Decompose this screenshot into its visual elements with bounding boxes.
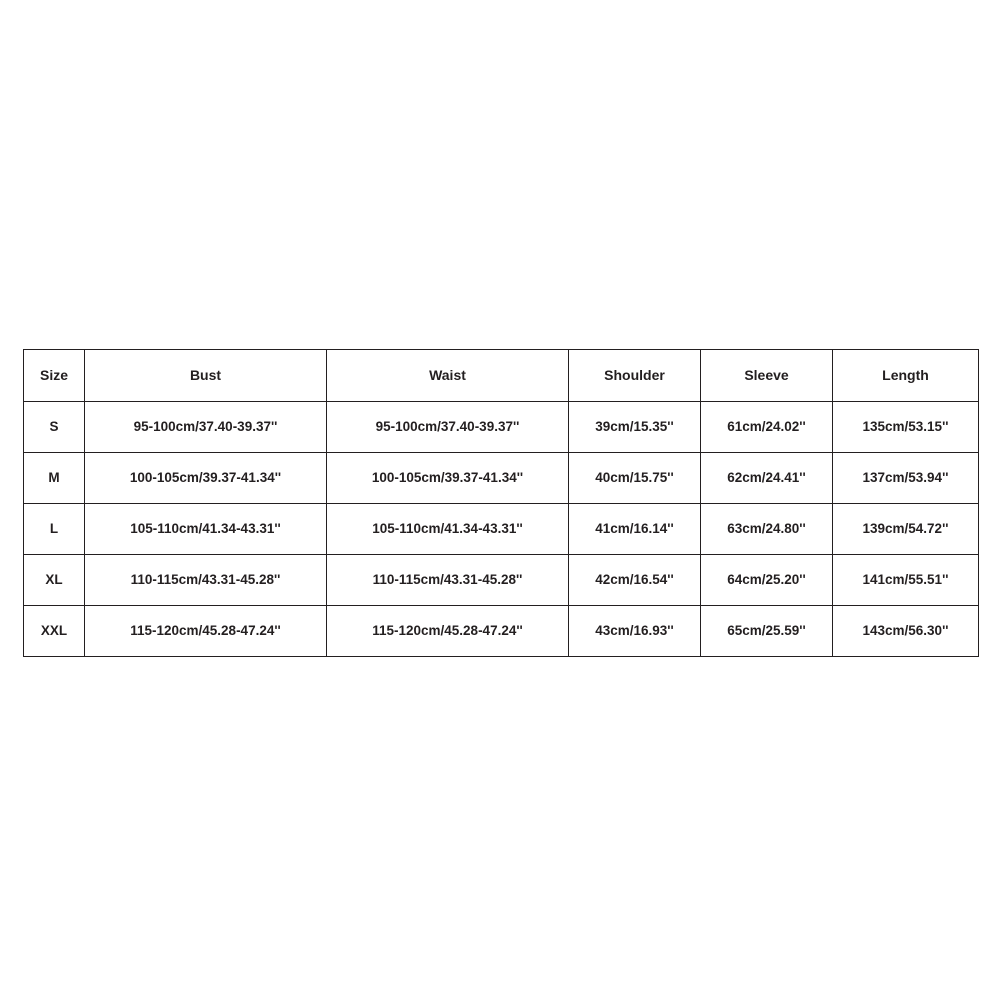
cell-sleeve: 63cm/24.80'' bbox=[701, 504, 833, 555]
column-header-length: Length bbox=[833, 350, 979, 402]
cell-waist: 100-105cm/39.37-41.34'' bbox=[327, 453, 569, 504]
cell-sleeve: 64cm/25.20'' bbox=[701, 555, 833, 606]
size-chart-table bbox=[23, 349, 979, 657]
table-header-row bbox=[24, 350, 979, 402]
cell-length: 141cm/55.51'' bbox=[833, 555, 979, 606]
cell-length: 139cm/54.72'' bbox=[833, 504, 979, 555]
table-row bbox=[24, 402, 979, 453]
cell-length: 137cm/53.94'' bbox=[833, 453, 979, 504]
cell-bust: 95-100cm/37.40-39.37'' bbox=[85, 402, 327, 453]
table-row bbox=[24, 606, 979, 657]
cell-shoulder: 40cm/15.75'' bbox=[569, 453, 701, 504]
column-header-shoulder: Shoulder bbox=[569, 350, 701, 402]
cell-bust: 110-115cm/43.31-45.28'' bbox=[85, 555, 327, 606]
cell-bust: 100-105cm/39.37-41.34'' bbox=[85, 453, 327, 504]
cell-size: XL bbox=[24, 555, 85, 606]
size-chart-container bbox=[23, 349, 978, 657]
cell-shoulder: 41cm/16.14'' bbox=[569, 504, 701, 555]
cell-sleeve: 62cm/24.41'' bbox=[701, 453, 833, 504]
table-header bbox=[24, 350, 979, 402]
cell-waist: 110-115cm/43.31-45.28'' bbox=[327, 555, 569, 606]
table-row bbox=[24, 504, 979, 555]
column-header-bust: Bust bbox=[85, 350, 327, 402]
cell-waist: 105-110cm/41.34-43.31'' bbox=[327, 504, 569, 555]
cell-size: S bbox=[24, 402, 85, 453]
cell-shoulder: 43cm/16.93'' bbox=[569, 606, 701, 657]
cell-waist: 115-120cm/45.28-47.24'' bbox=[327, 606, 569, 657]
cell-waist: 95-100cm/37.40-39.37'' bbox=[327, 402, 569, 453]
table-body bbox=[24, 402, 979, 657]
cell-sleeve: 61cm/24.02'' bbox=[701, 402, 833, 453]
cell-size: L bbox=[24, 504, 85, 555]
column-header-size: Size bbox=[24, 350, 85, 402]
cell-shoulder: 42cm/16.54'' bbox=[569, 555, 701, 606]
cell-shoulder: 39cm/15.35'' bbox=[569, 402, 701, 453]
cell-bust: 105-110cm/41.34-43.31'' bbox=[85, 504, 327, 555]
cell-length: 135cm/53.15'' bbox=[833, 402, 979, 453]
column-header-waist: Waist bbox=[327, 350, 569, 402]
column-header-sleeve: Sleeve bbox=[701, 350, 833, 402]
table-row bbox=[24, 453, 979, 504]
table-row bbox=[24, 555, 979, 606]
cell-size: XXL bbox=[24, 606, 85, 657]
cell-length: 143cm/56.30'' bbox=[833, 606, 979, 657]
cell-bust: 115-120cm/45.28-47.24'' bbox=[85, 606, 327, 657]
cell-size: M bbox=[24, 453, 85, 504]
cell-sleeve: 65cm/25.59'' bbox=[701, 606, 833, 657]
